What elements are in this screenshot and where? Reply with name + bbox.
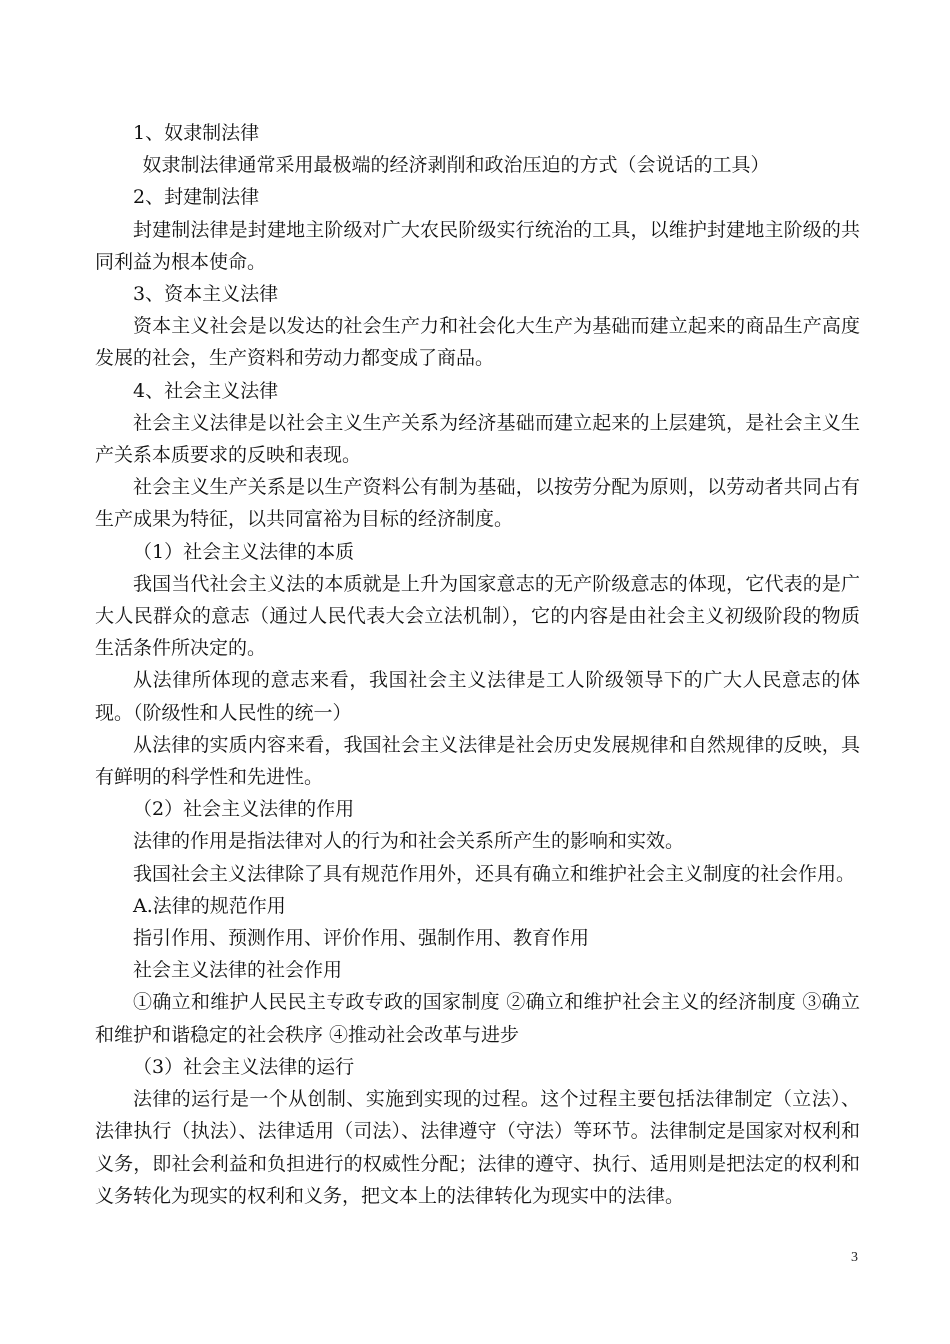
- paragraph: 法律的作用是指法律对人的行为和社会关系所产生的影响和实效。: [133, 830, 685, 853]
- paragraph: 奴隶制法律通常采用最极端的经济剥削和政治压迫的方式（会说话的工具）: [142, 154, 770, 177]
- heading-feudal-law: 2、封建制法律: [133, 186, 260, 209]
- heading-socialist-law: 4、社会主义法律: [133, 379, 279, 402]
- paragraph: 我国社会主义法律除了具有规范作用外，还具有确立和维护社会主义制度的社会作用。: [133, 862, 856, 885]
- paragraph: 社会主义法律是以社会主义生产关系为经济基础而建立起来的上层建筑，是社会主义生产关系本质要求的反映和表现。: [95, 411, 860, 467]
- paragraph: 法律的运行是一个从创制、实施到实现的过程。这个过程主要包括法律制定（立法）、法律执行（执法）、法律适用（司法）、法律遵守（守法）等环节。法律制定是国家对权利和义务，即社会利益和负担进行的权威性分配；法律的遵守、执行、适用则是把法定的权利和义务转化为现实的权利和义务，把文本上的法律转化为现实中的法律。: [95, 1088, 860, 1207]
- paragraph: 从法律所体现的意志来看，我国社会主义法律是工人阶级领导下的广大人民意志的体现。（阶级性和人民性的统一）: [95, 669, 860, 724]
- paragraph: 从法律的实质内容来看，我国社会主义法律是社会历史发展规律和自然规律的反映，具有鲜明的科学性和先进性。: [95, 733, 860, 789]
- heading-operation: （3）社会主义法律的运行: [133, 1055, 355, 1078]
- heading-capitalist-law: 3、资本主义法律: [133, 283, 279, 306]
- paragraph: 社会主义法律的社会作用: [133, 959, 343, 982]
- heading-function: （2）社会主义法律的作用: [133, 798, 355, 821]
- heading-slavery-law: 1、奴隶制法律: [133, 122, 260, 144]
- paragraph: 指引作用、预测作用、评价作用、强制作用、教育作用: [133, 927, 590, 950]
- paragraph: 社会主义生产关系是以生产资料公有制为基础，以按劳分配为原则，以劳动者共同占有生产成果为特征，以共同富裕为目标的经济制度。: [95, 476, 860, 531]
- paragraph: 我国当代社会主义法的本质就是上升为国家意志的无产阶级意志的体现，它代表的是广大人民群众的意志（通过人民代表大会立法机制），它的内容是由社会主义初级阶段的物质生活条件所决定的。: [95, 572, 860, 660]
- document-body: [95, 117, 860, 1212]
- paragraph: ①确立和维护人民民主专政专政的国家制度 ②确立和维护社会主义的经济制度 ③确立和维护和谐稳定的社会秩序 ④推动社会改革与进步: [95, 991, 860, 1046]
- heading-normative-function: A.法律的规范作用: [133, 894, 286, 917]
- paragraph: 封建制法律是封建地主阶级对广大农民阶级实行统治的工具，以维护封建地主阶级的共同利益为根本使命。: [95, 218, 860, 273]
- page-number: 3: [851, 1250, 858, 1265]
- paragraph: 资本主义社会是以发达的社会生产力和社会化大生产为基础而建立起来的商品生产高度发展的社会，生产资料和劳动力都变成了商品。: [95, 315, 860, 370]
- heading-essence: （1）社会主义法律的本质: [133, 540, 355, 563]
